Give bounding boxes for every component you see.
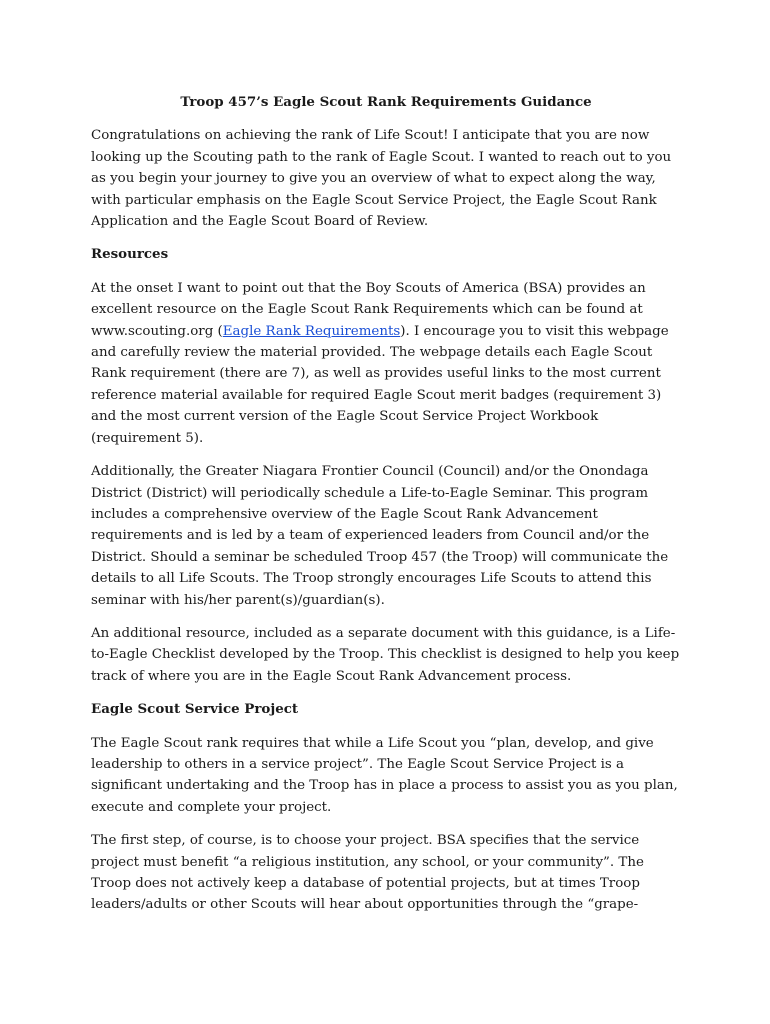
resources-heading: Resources <box>91 246 169 263</box>
resources-paragraph-2: Additionally, the Greater Niagara Frontier Council (Council) and/or the Onondaga District (District) will periodically schedule a Life-to-Eagle Seminar. This program includes a comprehensive overview of the Eagle Scout Rank Advancement requirements and is led by a team of experienced leaders from Council and/or the District. Should a seminar be scheduled Troop 457 (the Troop) will communicate the details to all Life Scouts. The Troop strongly encourages Life Scouts to attend this seminar with his/her parent(s)/guardian(s). <box>91 464 669 608</box>
document-page <box>91 92 681 928</box>
eagle-rank-requirements-link[interactable]: Eagle Rank Requirements <box>222 323 401 339</box>
resources-p1-text-before: At the onset I want to point out that the Boy Scouts of America (BSA) provides an excellent resource on the Eagle Scout Rank Requirements which can be found at www.scouting.org ( <box>91 280 646 339</box>
document-title: Troop 457’s Eagle Scout Rank Requirements Guidance <box>180 94 592 110</box>
intro-paragraph: Congratulations on achieving the rank of Life Scout! I anticipate that you are now looking up the Scouting path to the rank of Eagle Scout. I wanted to reach out to you as you begin your journey to give you an overview of what to expect along the way, with particular emphasis on the Eagle Scout Service Project, the Eagle Scout Rank Application and the Eagle Scout Board of Review. <box>91 128 672 230</box>
resources-paragraph-1 <box>91 278 681 449</box>
service-project-heading: Eagle Scout Service Project <box>91 701 299 718</box>
service-project-paragraph-1: The Eagle Scout rank requires that while a Life Scout you “plan, develop, and give leadership to others in a service project”. The Eagle Scout Service Project is a significant undertaking and the Troop has in place a process to assist you as you plan, execute and complete your project. <box>91 735 678 815</box>
resources-p1-text-after: ). I encourage you to visit this webpage and carefully review the material provided. The webpage details each Eagle Scout Rank requirement (there are 7), as well as provides useful links to the most current reference material available for required Eagle Scout merit badges (requirement 3) and the most current version of the Eagle Scout Service Project Workbook (requirement 5). <box>91 323 669 446</box>
resources-paragraph-3: An additional resource, included as a separate document with this guidance, is a Life-to-Eagle Checklist developed by the Troop. This checklist is designed to help you keep track of where you are in the Eagle Scout Rank Advancement process. <box>91 625 680 684</box>
service-project-paragraph-2: The first step, of course, is to choose your project. BSA specifies that the service project must benefit “a religious institution, any school, or your community”. The Troop does not actively keep a database of potential projects, but at times Troop leaders/adults or other Scouts will hear about opportunities through the “grape- <box>91 833 644 913</box>
